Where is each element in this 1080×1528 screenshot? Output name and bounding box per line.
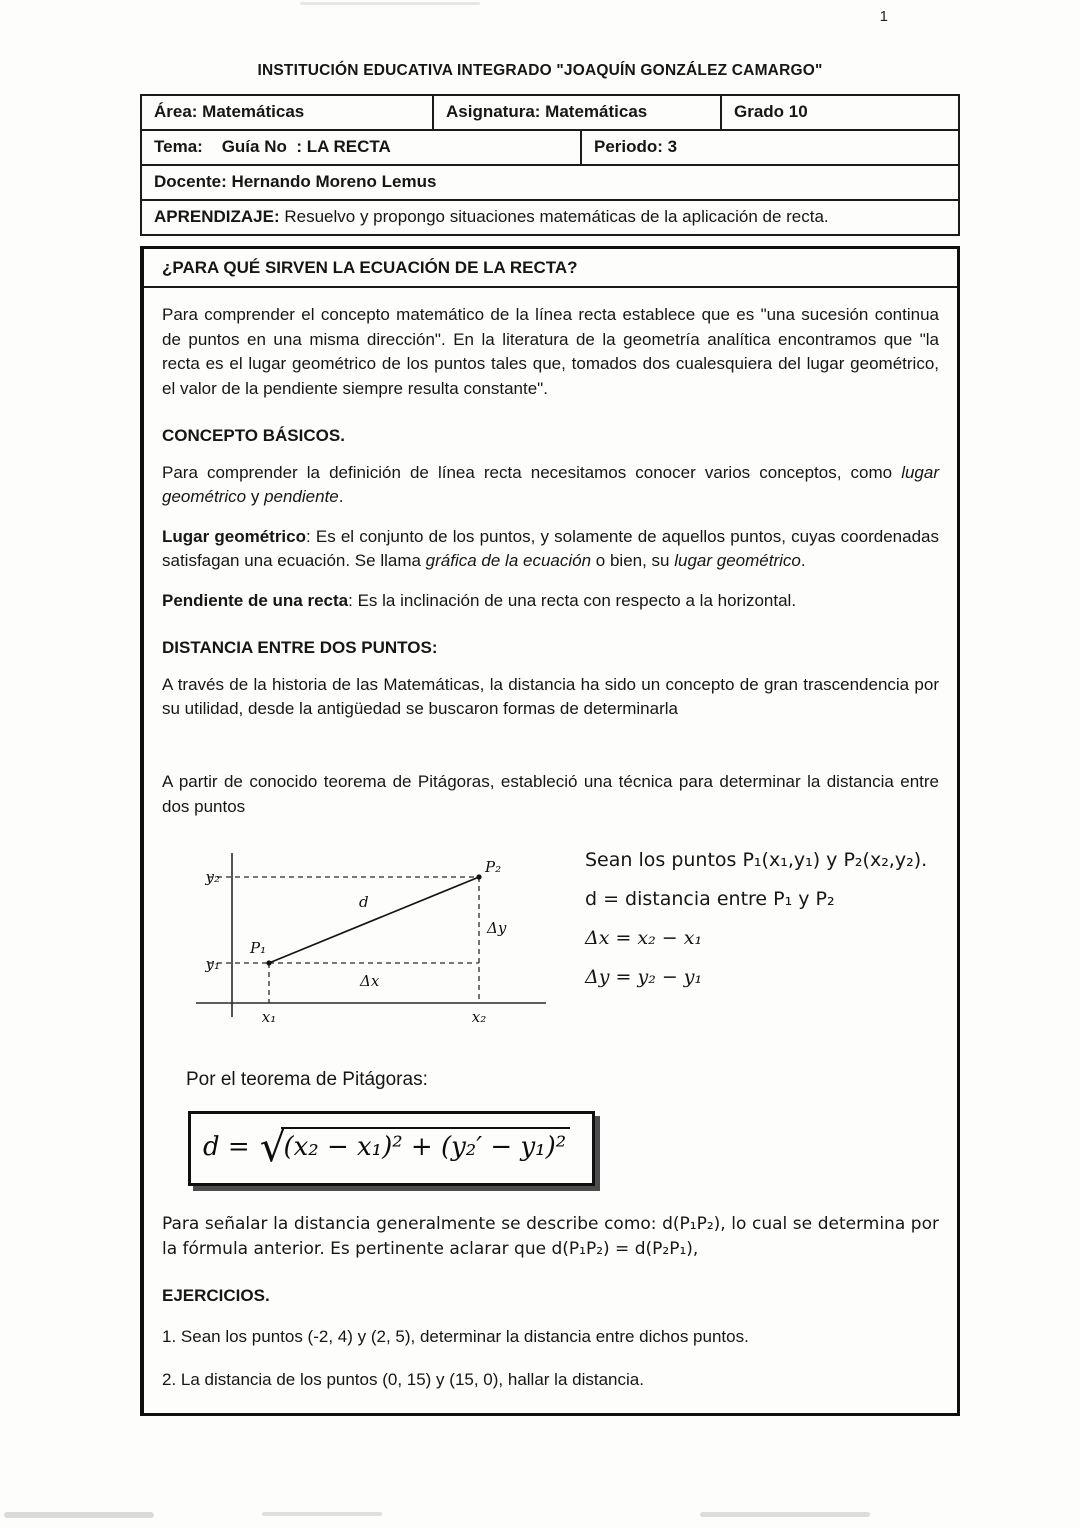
header-row-4	[140, 199, 960, 236]
section-heading-distancia: DISTANCIA ENTRE DOS PUNTOS:	[162, 637, 438, 657]
label-delta-y: Δy	[487, 919, 507, 938]
lugar-geometrico-paragraph: Lugar geométrico: Es el conjunto de los puntos, y solamente de aquellos puntos, cuyas coordenadas satisfagan una ecuación. Se llama gráfica de la ecuación o bien, su lugar geométrico.	[162, 526, 939, 571]
conceptos-paragraph: Para comprender la definición de línea recta necesitamos conocer varios conceptos, como lugar geométrico y pendiente.	[162, 462, 939, 507]
intro-paragraph: Para comprender el concepto matemático de la línea recta establece que es "una sucesión continua de puntos en una misma dirección". En la literatura de la geometría analítica encontramos que "la recta es el lugar geométrico de los puntos tales que, tomados dos cualesquiera del lugar geométrico, el valor de la pendiente siempre resulta constante".	[162, 305, 939, 398]
delta-y-equation: Δy = y₂ − y₁	[585, 966, 703, 989]
header-row-2	[140, 129, 960, 166]
point-p1	[266, 961, 271, 966]
segment-d	[269, 877, 479, 963]
formula-lhs: d =	[203, 1132, 250, 1163]
label-y2: y₂	[205, 868, 220, 887]
tema-cell: Tema: Guía No : LA RECTA	[142, 131, 582, 164]
delta-x-equation: Δx = x₂ − x₁	[585, 927, 703, 950]
label-x2: x₂	[471, 1008, 487, 1027]
page-number: 1	[879, 8, 888, 25]
scan-artifact	[4, 1512, 154, 1518]
pitagoras-intro: Por el teorema de Pitágoras:	[186, 1069, 428, 1091]
periodo-cell: Periodo: 3	[594, 137, 678, 156]
worksheet	[140, 62, 960, 1416]
area-cell: Área: Matemáticas	[142, 96, 434, 129]
pendiente-paragraph: Pendiente de una recta: Es la inclinación de una recta con respecto a la horizontal.	[162, 591, 797, 611]
section-heading-conceptos: CONCEPTO BÁSICOS.	[162, 425, 345, 445]
section-heading-ejercicios: EJERCICIOS.	[162, 1285, 270, 1305]
point-p2	[476, 875, 481, 880]
scan-artifact	[262, 1512, 382, 1516]
docente-cell: Docente: Hernando Moreno Lemus	[154, 172, 437, 191]
asignatura-cell: Asignatura: Matemáticas	[434, 96, 722, 129]
label-y1: y₁	[205, 955, 220, 974]
figure-side-text	[585, 845, 941, 988]
label-d: d	[359, 893, 369, 912]
distance-definition: d = distancia entre P₁ y P₂	[585, 888, 835, 911]
header-row-1	[140, 94, 960, 131]
aprendizaje-label: APRENDIZAJE:	[154, 207, 280, 226]
distance-diagram	[174, 845, 559, 1043]
points-definition: Sean los puntos P₁(x₁,y₁) y P₂(x₂,y₂).	[585, 849, 928, 872]
radical-sign: √	[259, 1122, 287, 1172]
label-x1: x₁	[261, 1008, 277, 1027]
header-row-3	[140, 164, 960, 201]
content-box	[140, 246, 960, 1416]
institution-title: INSTITUCIÓN EDUCATIVA INTEGRADO "JOAQUÍN GONZÁLEZ CAMARGO"	[257, 62, 823, 79]
exercise-2: 2. La distancia de los puntos (0, 15) y (15, 0), hallar la distancia.	[162, 1370, 644, 1390]
aprendizaje-text: Resuelvo y propongo situaciones matemáticas de la aplicación de recta.	[279, 207, 829, 226]
scan-artifact	[700, 1512, 870, 1517]
header-table	[140, 94, 960, 236]
senalar-paragraph: Para señalar la distancia generalmente se describe como: d(P₁P₂), lo cual se determina por la fórmula anterior. Es pertinente aclarar que d(P₁P₂) = d(P₂P₁),	[162, 1214, 939, 1259]
section-heading-ecuacion-recta: ¿PARA QUÉ SIRVEN LA ECUACIÓN DE LA RECTA?	[144, 249, 957, 288]
exercise-1: 1. Sean los puntos (-2, 4) y (2, 5), determinar la distancia entre dichos puntos.	[162, 1326, 749, 1346]
distancia-paragraph-2: A partir de conocido teorema de Pitágoras, estableció una técnica para determinar la distancia entre dos puntos	[162, 772, 939, 816]
label-p2: P₂	[485, 858, 502, 877]
aprendizaje-cell	[142, 201, 958, 234]
formula-radicand: (x₂ − x₁)² + (y₂′ − y₁)²	[281, 1127, 570, 1162]
distancia-paragraph-1: A través de la historia de las Matemáticas, la distancia ha sido un concepto de gran trascendencia por su utilidad, desde la antigüedad se buscaron formas de determinarla	[162, 674, 939, 719]
scan-artifact	[300, 2, 480, 5]
distance-formula-box	[188, 1111, 595, 1186]
label-p1: P₁	[250, 939, 267, 958]
grado-cell: Grado 10	[734, 102, 808, 121]
figure-row	[160, 845, 941, 1043]
label-delta-x: Δx	[360, 972, 380, 991]
